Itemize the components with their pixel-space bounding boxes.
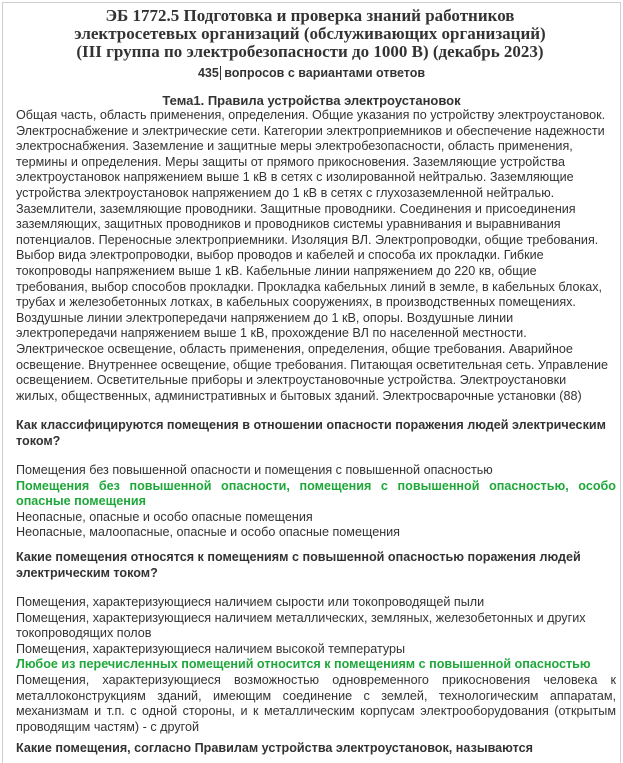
document-title: ЭБ 1772.5 Подготовка и проверка знаний работников электросетевых организаций (обслуживающих организаций) (III группа по электробезопасности до 1000 В) (декабрь 2023)	[74, 6, 546, 61]
topic-heading: Тема1. Правила устройства электроустановок	[162, 93, 461, 108]
question-3: Какие помещения, согласно Правилам устройства электроустановок, называются	[16, 741, 533, 755]
answer-option: Помещения без повышенной опасности и помещения с повышенной опасностью	[16, 463, 493, 477]
answer-option: Помещения, характеризующиеся наличием металлических, земляных, железобетонных и других токопроводящих полов	[16, 610, 586, 641]
correct-answer: Помещения без повышенной опасности, помещения с повышенной опасностью, особо опасные помещения	[16, 478, 616, 509]
topic-description: Общая часть, область применения, определения. Общие указания по устройству электроустановок. Электроснабжение и электрические сети. Категории электроприемников и обеспечение надежности электроснабжения. Заземление и защитные меры электробезопасности, область применения, термины и определения. Меры защиты от прямого прикосновения. Заземляющие устройства электроустановок напряжением выше 1 кВ в сетях с изолированной нейтралью. Заземляющие устройства электроустановок напряжением до 1 кВ в сетях с глухозаземленной нейтралью. Заземлители, заземляющие проводники. Защитные проводники. Соединения и присоединения заземляющих, защитных проводников и проводников системы уравнивания и выравнивания потенциалов. Переносные электроприемники. Изоляция ВЛ. Электропроводки, общие требования. Выбор вида электропроводки, выбор проводов и кабелей и способа их прокладки. Гибкие токопроводы напряжением выше 1 кВ. Кабельные линии напряжением до 220 кв, общие требования, выбор способов прокладки. Прокладка кабельных линий в земле, в кабельных блоках, трубах и железобетонных лотках, в кабельных сооружениях, в производственных помещениях. Воздушные линии электропередачи напряжением до 1 кВ, опоры. Воздушные линии электропередачи напряжением выше 1 кВ, прохождение ВЛ по населенной местности. Электрическое освещение, область применения, определения, общие требования. Аварийное освещение. Внутреннее освещение, общие требования. Питающая осветительная сеть. Управление освещением. Осветительные приборы и электроустановочные устройства. Электроустановки жилых, общественных, административных и бытовых зданий. Электросварочные установки (88)	[16, 108, 609, 403]
answer-option: Помещения, характеризующиеся наличием высокой температуры	[16, 641, 406, 656]
answer-option: Помещения, характеризующиеся наличием сырости или токопроводящей пыли	[16, 595, 485, 609]
answer-option: Неопасные, опасные и особо опасные помещения	[16, 509, 313, 524]
answer-option: Помещения, характеризующиеся возможностью одновременного прикосновения человека к металлоконструкциям зданий, имеющим соединение с землей, технологическим аппаратам, механизмам и т.п. с одной стороны, и к металлическим корпусам электрооборудования (открытым проводящим частям) - с другой	[16, 672, 616, 734]
question-2: Какие помещения относятся к помещениям с повышенной опасностью поражения людей электрическим током?	[16, 550, 581, 580]
question-count: 435	[197, 66, 219, 80]
question-2-answers	[16, 595, 616, 735]
question-1: Как классифицируются помещения в отношении опасности поражения людей электрическим током?	[16, 418, 606, 448]
correct-answer: Любое из перечисленных помещений относится к помещениям с повышенной опасностью	[16, 657, 591, 672]
question-count-suffix: вопросов с вариантами ответов	[224, 66, 426, 80]
answer-option: Неопасные, малоопасные, опасные и особо опасные помещения	[16, 525, 401, 540]
question-count-line	[0, 65, 623, 81]
question-1-answers	[16, 463, 616, 541]
